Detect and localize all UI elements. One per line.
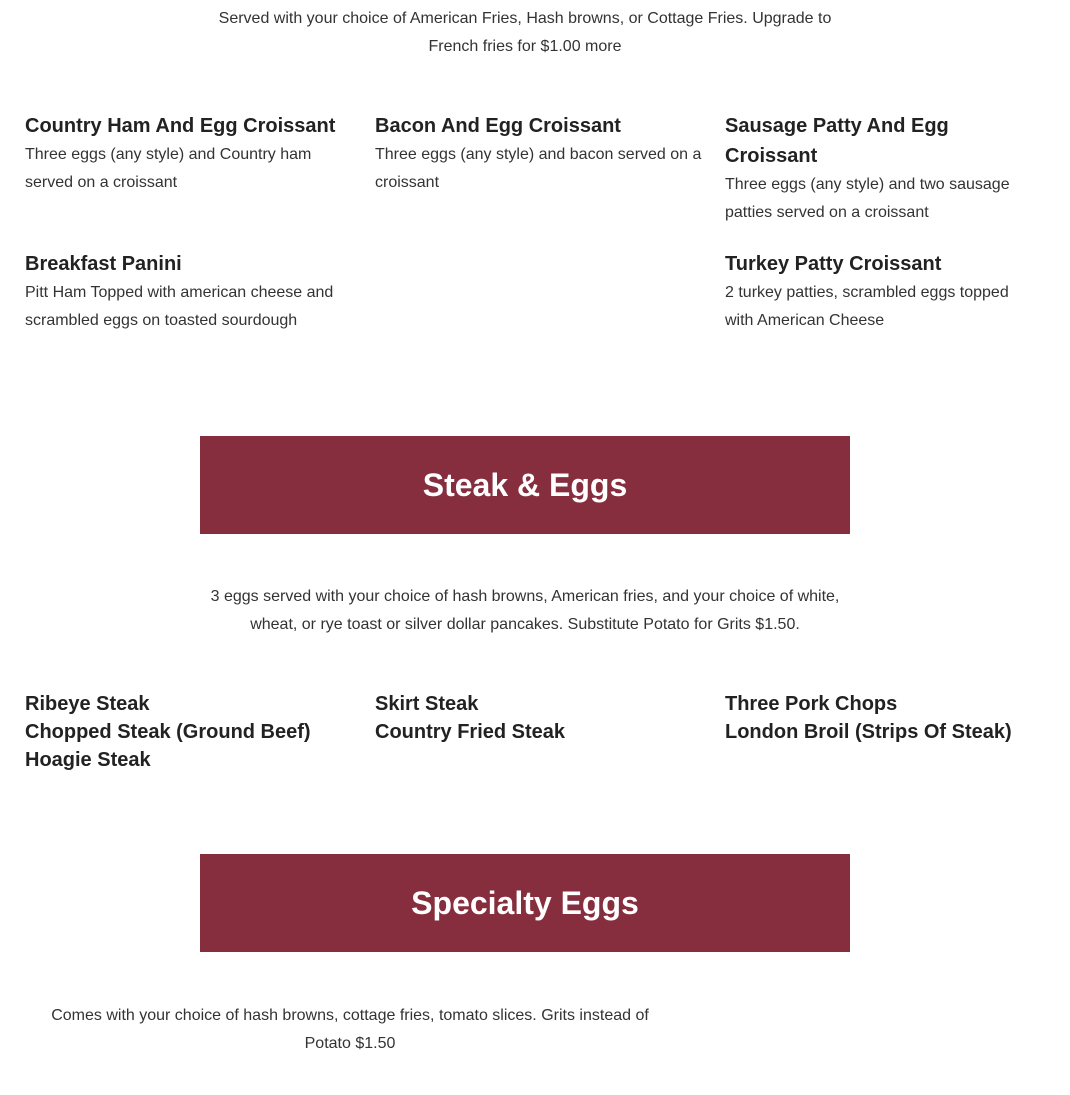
menu-item-title: Ribeye Steak xyxy=(25,693,150,715)
menu-item-title: London Broil (Strips Of Steak) xyxy=(725,721,1012,743)
croissant-menu-grid xyxy=(25,111,1055,357)
menu-item-title: Country Ham And Egg Croissant xyxy=(25,115,336,137)
menu-item-title: Chopped Steak (Ground Beef) xyxy=(25,721,311,743)
menu-item-sausage-croissant xyxy=(725,111,1055,227)
menu-item-title: Bacon And Egg Croissant xyxy=(375,115,621,137)
menu-item-title: Turkey Patty Croissant xyxy=(725,253,942,275)
section-banner-steak-eggs xyxy=(200,436,850,534)
section-heading: Steak & Eggs xyxy=(422,466,628,503)
menu-item-description: Three eggs (any style) and Country ham served on a croissant xyxy=(25,146,312,191)
menu-item-bacon-croissant xyxy=(375,111,725,227)
menu-item-description: 2 turkey patties, scrambled eggs topped with American Cheese xyxy=(725,284,1009,329)
steak-menu-grid xyxy=(25,690,1055,774)
croissant-section-intro: Served with your choice of American Fries, Hash browns, or Cottage Fries. Upgrade to French fries for $1.00 more xyxy=(218,10,832,55)
steak-column xyxy=(375,690,725,774)
steak-column xyxy=(725,690,1055,774)
specialty-section-intro: Comes with your choice of hash browns, cottage fries, tomato slices. Grits instead of Potato $1.50 xyxy=(51,1007,649,1052)
menu-item-country-ham-croissant xyxy=(25,111,375,227)
menu-item-turkey-croissant xyxy=(725,249,1055,335)
menu-item-breakfast-panini xyxy=(25,249,375,335)
section-banner-specialty-eggs xyxy=(200,854,850,952)
menu-item-title: Skirt Steak xyxy=(375,693,479,715)
menu-item-title: Sausage Patty And Egg Croissant xyxy=(725,115,949,167)
menu-item-description: Pitt Ham Topped with american cheese and scrambled eggs on toasted sourdough xyxy=(25,284,334,329)
steak-section-intro: 3 eggs served with your choice of hash browns, American fries, and your choice of white, wheat, or rye toast or silver dollar pancakes. Substitute Potato for Grits $1.50. xyxy=(210,588,840,633)
menu-item-title: Country Fried Steak xyxy=(375,721,566,743)
section-heading: Specialty Eggs xyxy=(411,884,639,921)
menu-item-description: Three eggs (any style) and two sausage patties served on a croissant xyxy=(725,176,1010,221)
menu-item-title: Breakfast Panini xyxy=(25,253,182,275)
menu-item-description: Three eggs (any style) and bacon served on a croissant xyxy=(375,146,702,191)
menu-item-title: Hoagie Steak xyxy=(25,749,151,771)
menu-grid-empty-cell xyxy=(375,249,725,335)
steak-column xyxy=(25,690,375,774)
menu-item-title: Three Pork Chops xyxy=(725,693,898,715)
